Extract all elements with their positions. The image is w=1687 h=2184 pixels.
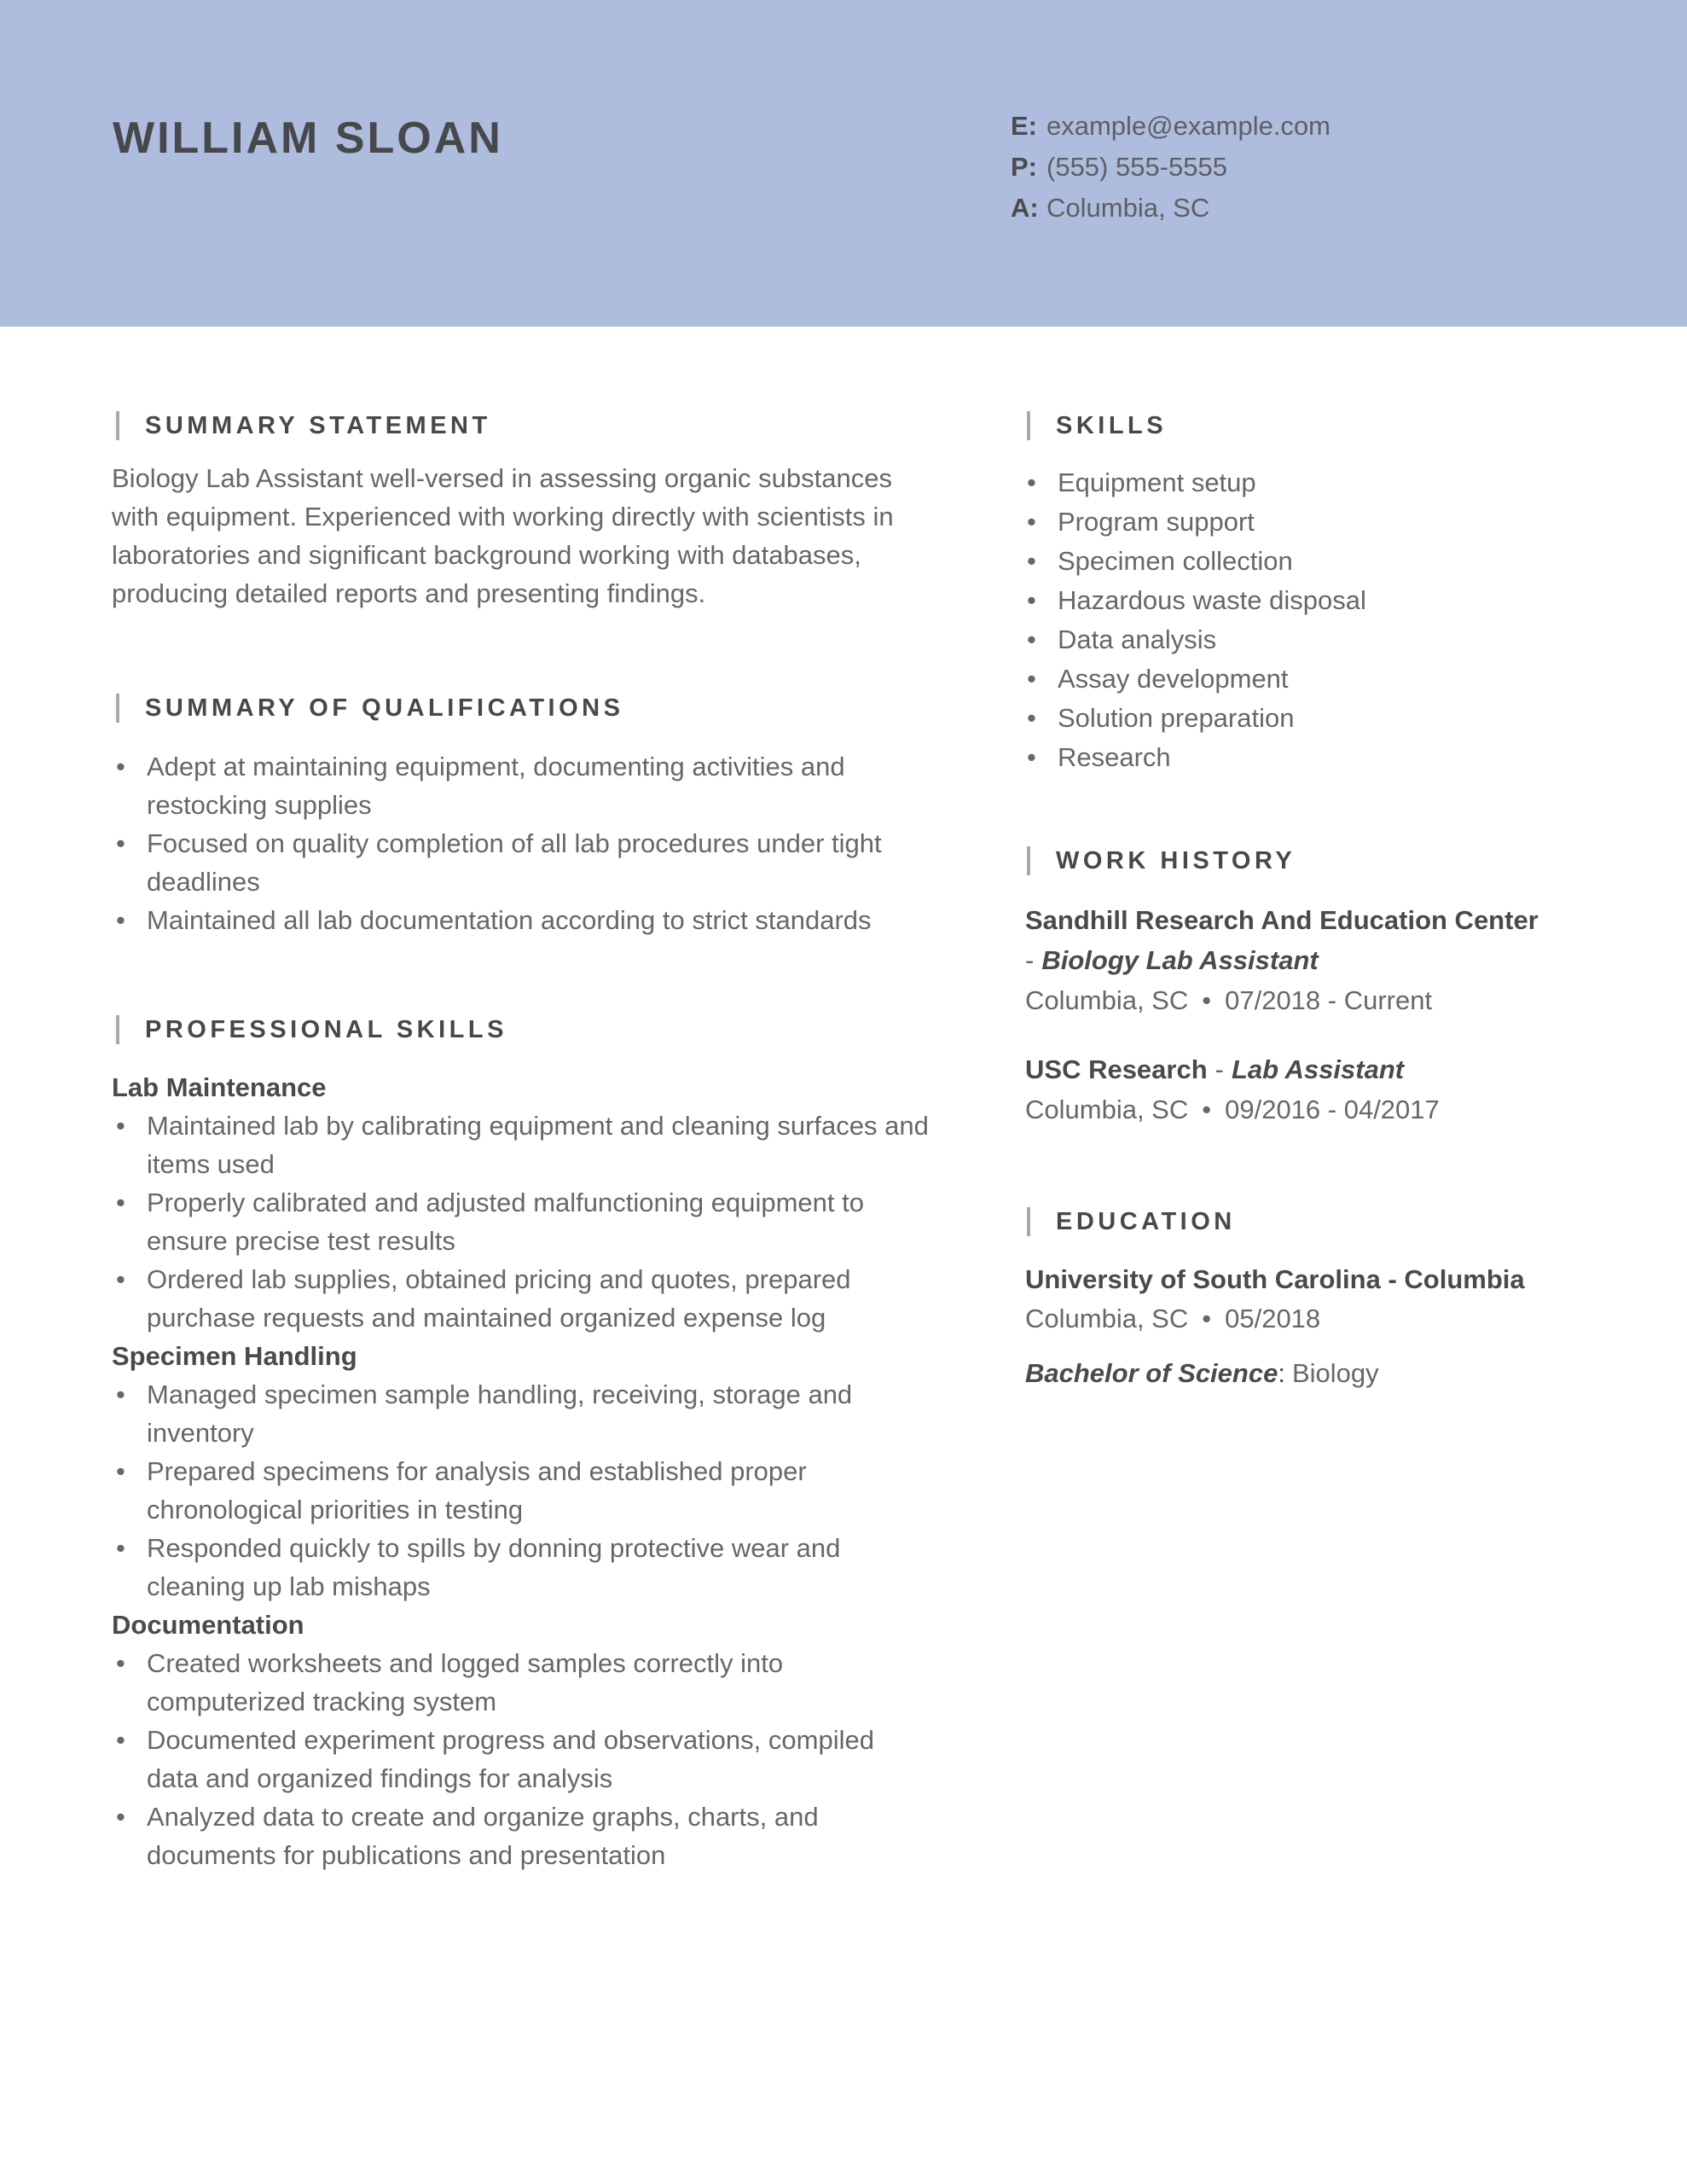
job-location: Columbia, SC (1025, 985, 1189, 1015)
skills-list (1025, 463, 1605, 777)
section-title: SUMMARY OF QUALIFICATIONS (145, 694, 624, 722)
address-value: Columbia, SC (1046, 193, 1210, 223)
job-entry (1025, 1049, 1605, 1130)
email-value: example@example.com (1046, 111, 1330, 141)
section-skills-heading (1025, 410, 1605, 441)
list-item: • Maintained lab by calibrating equipment and cleaning surfaces and items used (112, 1107, 930, 1183)
list-item: • Solution preparation (1025, 699, 1605, 738)
list-item: • Prepared specimens for analysis and established proper chronological priorities in testing (112, 1452, 930, 1529)
skill-group-list (112, 1107, 930, 1337)
email-label: E: (1011, 111, 1037, 141)
list-item: • Specimen collection (1025, 542, 1605, 581)
contact-row-email (1011, 106, 1330, 147)
education-location: Columbia, SC (1025, 1304, 1189, 1333)
contact-row-phone (1011, 147, 1330, 188)
job-dates: 09/2016 - 04/2017 (1225, 1095, 1440, 1124)
section-divider-bar (1027, 411, 1030, 440)
skill-group-title: Lab Maintenance (112, 1072, 327, 1102)
list-item: • Research (1025, 738, 1605, 777)
skill-group-list (112, 1375, 930, 1606)
address-label: A: (1011, 193, 1039, 223)
professional-skills-groups (112, 1068, 930, 1874)
list-item: • Data analysis (1025, 620, 1605, 659)
job-title: Biology Lab Assistant (1041, 945, 1319, 975)
section-title: PROFESSIONAL SKILLS (145, 1015, 507, 1043)
job-dates: 07/2018 - Current (1225, 985, 1433, 1015)
left-column (112, 327, 930, 1874)
colon-separator: : (1278, 1358, 1285, 1388)
phone-value: (555) 555-5555 (1046, 152, 1227, 182)
list-item: • Adept at maintaining equipment, documenting activities and restocking supplies (112, 747, 930, 824)
section-title: SKILLS (1056, 411, 1168, 439)
dot-separator: • (1202, 985, 1212, 1015)
education-entry (1025, 1260, 1605, 1339)
dash-separator: - (1025, 945, 1035, 975)
section-summary-statement-heading (112, 410, 930, 441)
skill-group-specimen-handling (112, 1337, 930, 1606)
education-degree-line (1025, 1354, 1605, 1393)
degree-name: Bachelor of Science (1025, 1358, 1278, 1388)
list-item: • Analyzed data to create and organize graphs, charts, and documents for publications and presentation (112, 1798, 930, 1874)
skill-group-title: Documentation (112, 1610, 304, 1640)
job-company: USC Research (1025, 1054, 1208, 1084)
list-item: • Hazardous waste disposal (1025, 581, 1605, 620)
header-band (0, 0, 1687, 327)
job-title: Lab Assistant (1231, 1054, 1405, 1084)
job-entry (1025, 900, 1605, 1020)
section-divider-bar (1027, 846, 1030, 875)
job-title-line (1025, 940, 1605, 980)
section-divider-bar (116, 694, 119, 723)
job-location: Columbia, SC (1025, 1095, 1189, 1124)
list-item: • Managed specimen sample handling, receiving, storage and inventory (112, 1375, 930, 1452)
job-meta-line (1025, 1089, 1605, 1130)
contact-row-address (1011, 188, 1330, 229)
section-divider-bar (116, 411, 119, 440)
job-company-title-line (1025, 1049, 1605, 1089)
job-company: Sandhill Research And Education Center (1025, 905, 1539, 935)
skill-group-list (112, 1644, 930, 1874)
education-school: University of South Carolina - Columbia (1025, 1264, 1525, 1294)
summary-paragraph: Biology Lab Assistant well-versed in assessing organic substances with equipment. Experienced with working directly with scientists in laboratories and significant background working with databases, producing detailed reports and presenting findings. (112, 463, 894, 608)
education-date: 05/2018 (1225, 1304, 1321, 1333)
qualifications-list (112, 747, 930, 939)
dot-separator: • (1202, 1304, 1212, 1333)
section-title: EDUCATION (1056, 1207, 1236, 1235)
section-professional-skills-heading (112, 1014, 930, 1045)
section-work-history-heading (1025, 845, 1605, 876)
phone-label: P: (1011, 152, 1037, 182)
education-meta-line (1025, 1299, 1605, 1339)
right-column (1025, 327, 1605, 1393)
list-item: • Focused on quality completion of all lab procedures under tight deadlines (112, 824, 930, 901)
dash-separator: - (1215, 1054, 1224, 1084)
list-item: • Program support (1025, 502, 1605, 542)
list-item: • Maintained all lab documentation according to strict standards (112, 901, 930, 939)
list-item: • Documented experiment progress and observations, compiled data and organized findings for analysis (112, 1721, 930, 1798)
candidate-name: WILLIAM SLOAN (113, 113, 503, 163)
list-item: • Ordered lab supplies, obtained pricing and quotes, prepared purchase requests and maintained organized expense log (112, 1260, 930, 1337)
list-item: • Equipment setup (1025, 463, 1605, 502)
section-title: WORK HISTORY (1056, 846, 1296, 874)
list-item: • Properly calibrated and adjusted malfunctioning equipment to ensure precise test results (112, 1183, 930, 1260)
skill-group-lab-maintenance (112, 1068, 930, 1337)
section-qualifications-heading (112, 693, 930, 723)
degree-field: Biology (1291, 1358, 1379, 1388)
skill-group-documentation (112, 1606, 930, 1874)
job-meta-line (1025, 980, 1605, 1020)
contact-block (1011, 106, 1330, 229)
section-education-heading (1025, 1206, 1605, 1237)
list-item: • Assay development (1025, 659, 1605, 699)
section-title: SUMMARY STATEMENT (145, 411, 491, 439)
section-divider-bar (1027, 1207, 1030, 1236)
dot-separator: • (1202, 1095, 1212, 1124)
list-item: • Created worksheets and logged samples correctly into computerized tracking system (112, 1644, 930, 1721)
section-divider-bar (116, 1015, 119, 1044)
list-item: • Responded quickly to spills by donning protective wear and cleaning up lab mishaps (112, 1529, 930, 1606)
skill-group-title: Specimen Handling (112, 1341, 357, 1371)
